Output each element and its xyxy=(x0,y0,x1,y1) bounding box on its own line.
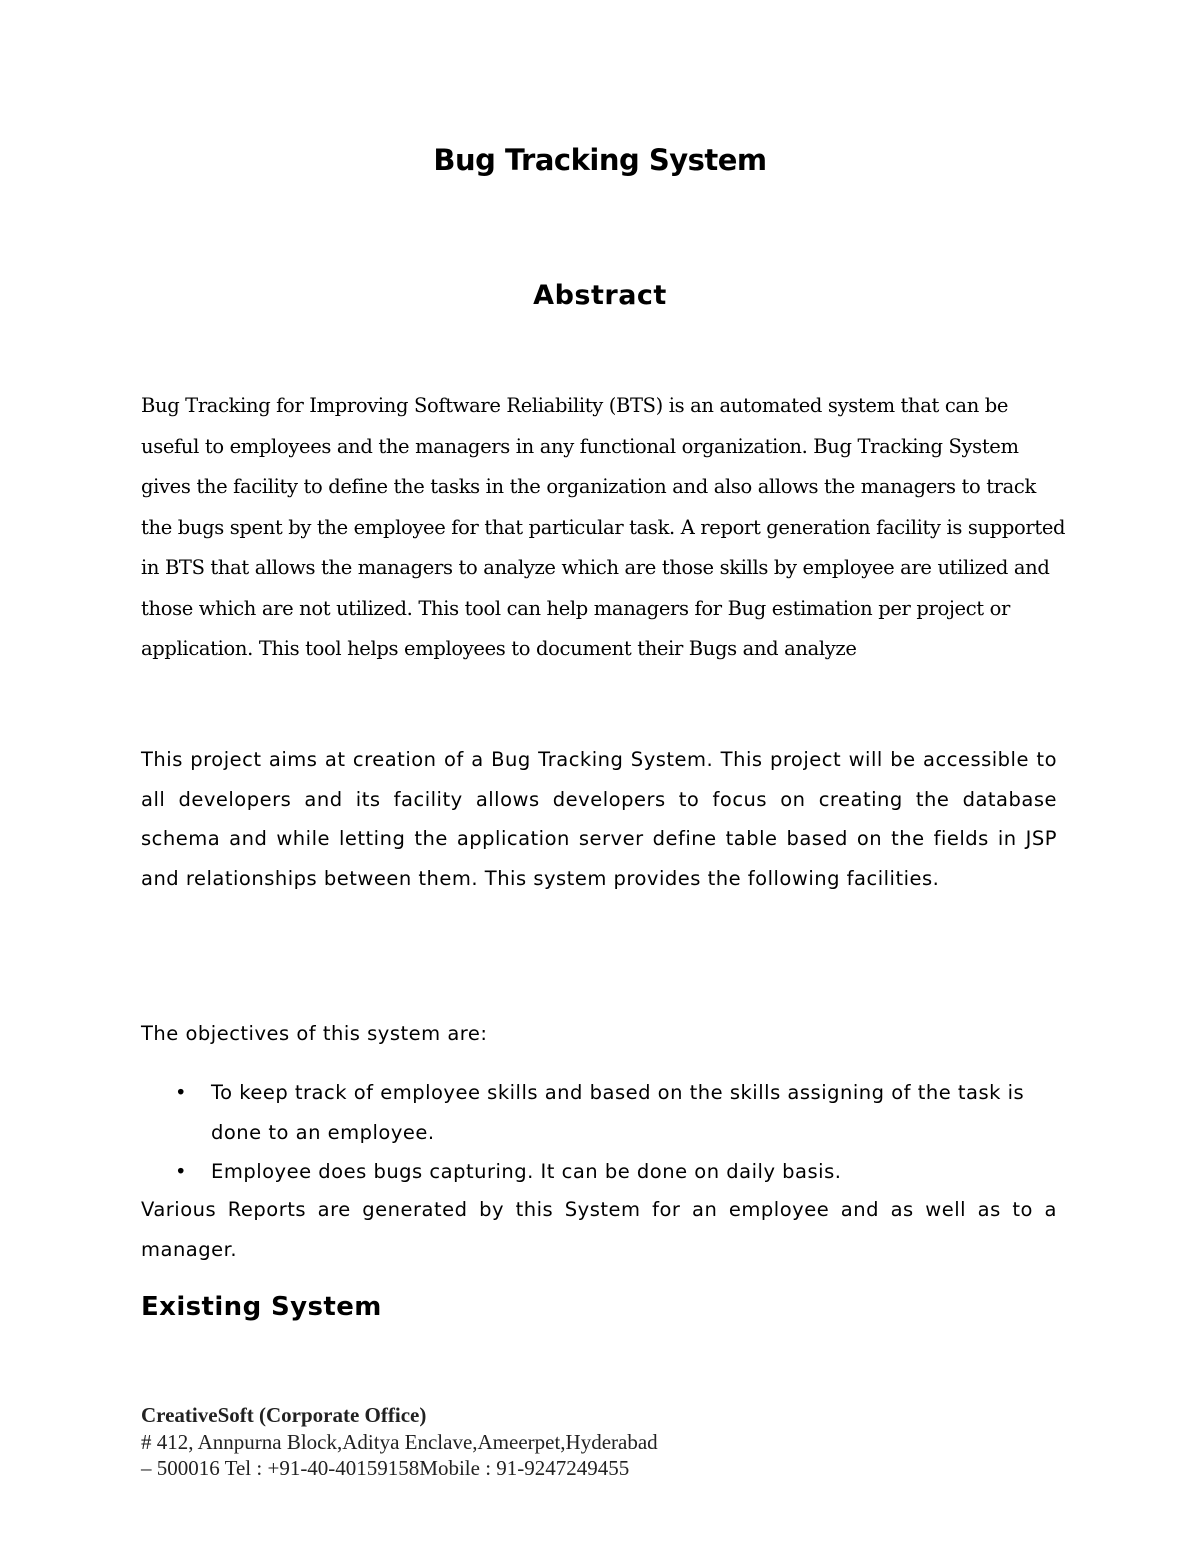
project-paragraph: This project aims at creation of a Bug Tracking System. This project will be accessible to all developers and its facility allows developers to focus on creating the database schema and while letting the application server define table based on the fields in JSP and relationships between them. This system provides the following facilities. xyxy=(141,748,1057,890)
objective-item xyxy=(141,1073,1057,1152)
reports-paragraph: Various Reports are generated by this System for an employee and as well as to a manager. xyxy=(141,1198,1057,1261)
objectives-intro: The objectives of this system are: xyxy=(141,1022,488,1045)
footer-company: CreativeSoft (Corporate Office) xyxy=(141,1403,427,1427)
objective-text: To keep track of employee skills and based on the skills assigning of the task is done to an employee. xyxy=(211,1081,1025,1144)
footer-address: # 412, Annpurna Block,Aditya Enclave,Ameerpet,Hyderabad xyxy=(141,1429,658,1454)
footer-contact: – 500016 Tel : +91-40-40159158Mobile : 91-9247249455 xyxy=(141,1456,630,1480)
footer xyxy=(141,1402,658,1482)
bullet-icon: • xyxy=(175,1081,188,1104)
objective-text: Employee does bugs capturing. It can be done on daily basis. xyxy=(211,1160,842,1183)
document-title: Bug Tracking System xyxy=(433,143,767,177)
existing-system-heading: Existing System xyxy=(141,1292,382,1322)
bullet-icon: • xyxy=(175,1160,188,1183)
abstract-paragraph: Bug Tracking for Improving Software Reliability (BTS) is an automated system that can be useful to employees and the managers in any functional organization. Bug Tracking System gives the facility to define the tasks in the organization and also allows the managers to track the bugs spent by the employee for that particular task. A report generation facility is supported in BTS that allows the managers to analyze which are those skills by employee are utilized and those which are not utilized. This tool can help managers for Bug estimation per project or application. This tool helps employees to document their Bugs and analyze xyxy=(141,394,1066,660)
objective-item xyxy=(141,1152,1057,1192)
abstract-heading: Abstract xyxy=(533,280,667,311)
objectives-list xyxy=(141,1073,1057,1192)
